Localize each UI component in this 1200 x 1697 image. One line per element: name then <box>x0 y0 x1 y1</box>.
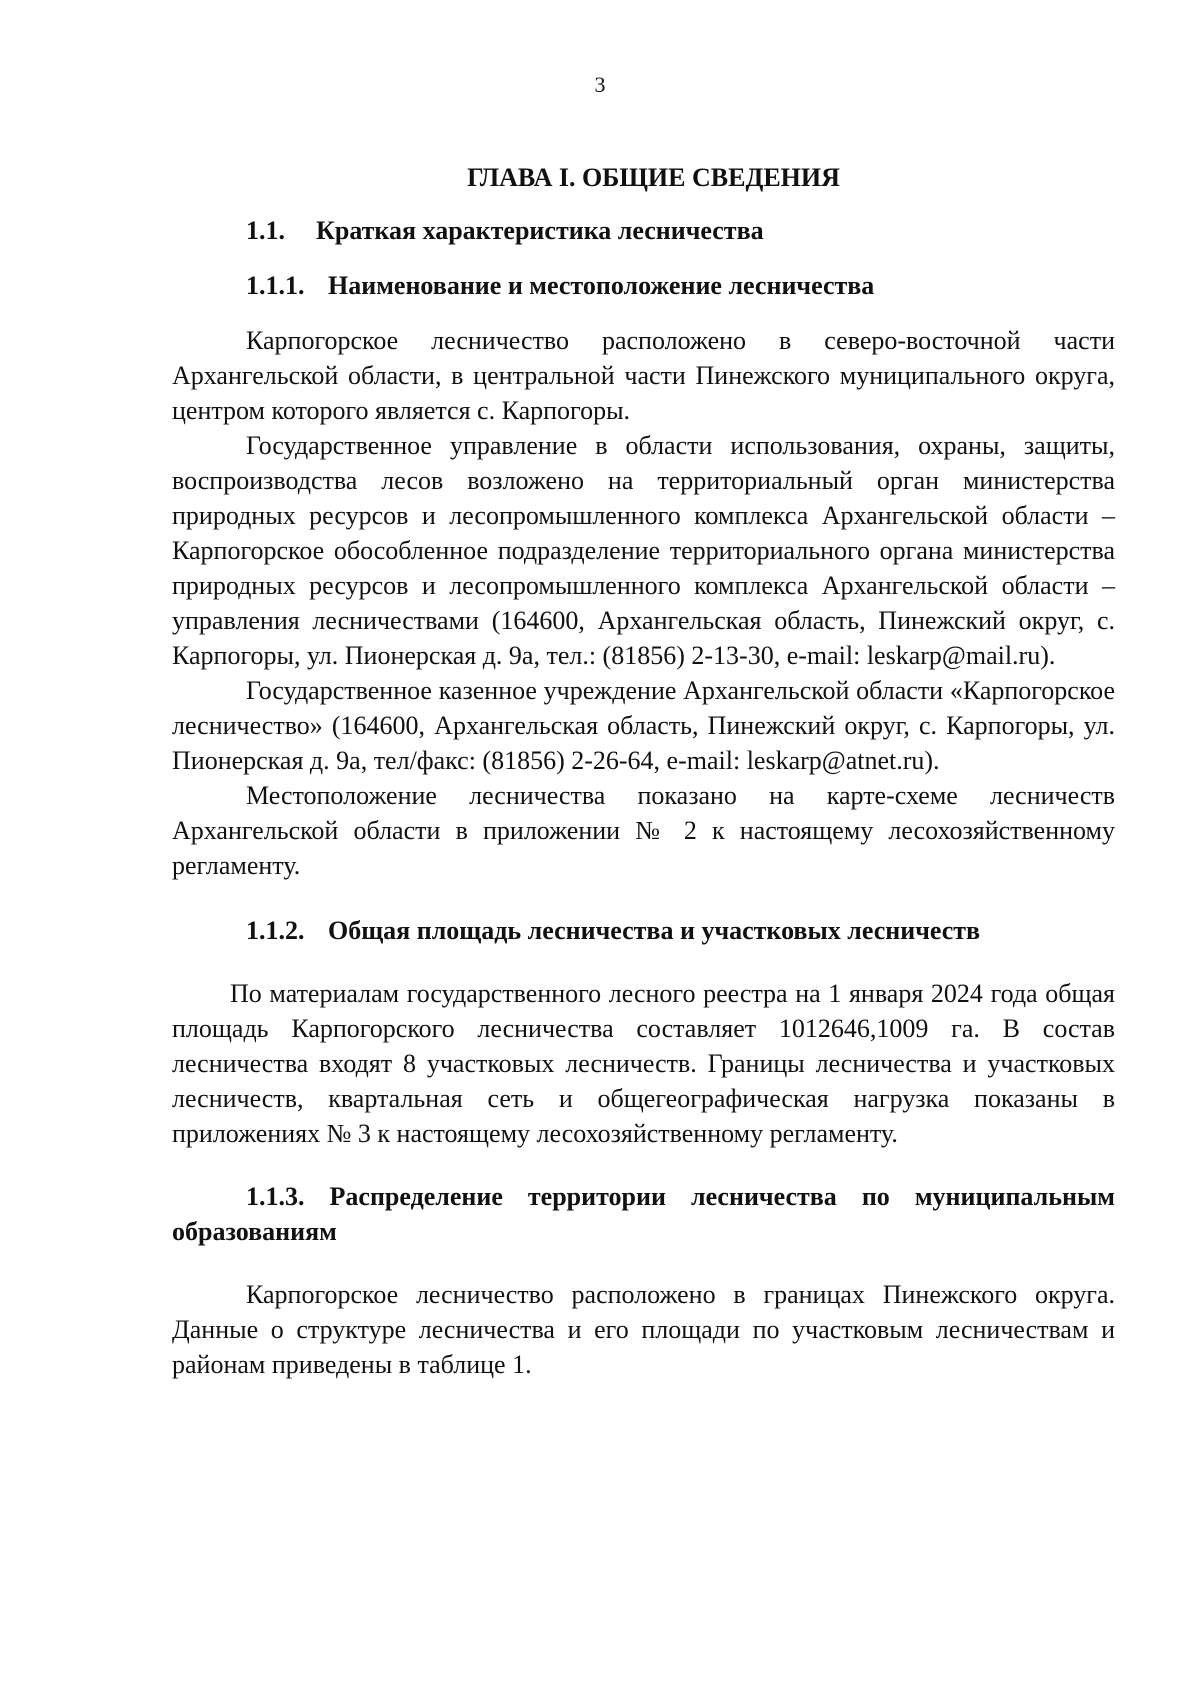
section-number: 1.1.3. <box>246 1182 330 1211</box>
section-heading-1-1-2 <box>172 913 1115 948</box>
section-title: Распределение территории лесничества по муниципальным образованиям <box>172 1182 1115 1246</box>
paragraph: Государственное управление в области использования, охраны, защиты, воспроизводства лесов возложено на территориальный орган министерства природных ресурсов и лесопромышленного комплекса Архангельской области – Карпогорское обособленное подразделение территориального органа министерства природных ресурсов и лесопромышленного комплекса Архангельской области – управления лесничествами (164600, Архангельская область, Пинежский округ, с. Карпогоры, ул. Пионерская д. 9а, тел.: (81856) 2-13-30, e-mail: leskarp@mail.ru). <box>172 431 1115 670</box>
paragraph: Местоположение лесничества показано на карте-схеме лесничеств Архангельской области в приложении № 2 к настоящему лесохозяйственному регламенту. <box>172 781 1115 880</box>
paragraph: По материалам государственного лесного реестра на 1 января 2024 года общая площадь Карпогорского лесничества составляет 1012646,1009 га. В состав лесничества входят 8 участковых лесничеств. Границы лесничества и участковых лесничеств, квартальная сеть и общегеографическая нагрузка показаны в приложениях № 3 к настоящему лесохозяйственному регламенту. <box>172 979 1115 1148</box>
page-number: 3 <box>594 72 606 97</box>
paragraph: Карпогорское лесничество расположено в границах Пинежского округа. Данные о структуре лесничества и его площади по участковым лесничествам и районам приведены в таблице 1. <box>172 1280 1115 1379</box>
document-body <box>172 160 1115 1382</box>
chapter-title: ГЛАВА I. ОБЩИЕ СВЕДЕНИЯ <box>467 163 840 192</box>
section-number: 1.1. <box>246 216 285 245</box>
section-number: 1.1.2. <box>246 916 305 945</box>
section-heading-1-1-1 <box>172 268 1115 303</box>
paragraph: Карпогорское лесничество расположено в северо-восточной части Архангельской области, в центральной части Пинежского муниципального округа, центром которого является с. Карпогоры. <box>172 326 1115 425</box>
section-title: Краткая характеристика лесничества <box>316 216 764 245</box>
section-heading-1-1-3 <box>172 1179 1115 1249</box>
section-number: 1.1.1. <box>246 271 305 300</box>
paragraph: Государственное казенное учреждение Архангельской области «Карпогорское лесничество» (164600, Архангельская область, Пинежский округ, с. Карпогоры, ул. Пионерская д. 9а, тел/факс: (81856) 2-26-64, e-mail: leskarp@atnet.ru). <box>172 676 1115 775</box>
section-heading-1-1 <box>172 213 1115 248</box>
section-title: Наименование и местоположение лесничества <box>328 271 875 300</box>
section-title: Общая площадь лесничества и участковых лесничеств <box>328 916 981 945</box>
